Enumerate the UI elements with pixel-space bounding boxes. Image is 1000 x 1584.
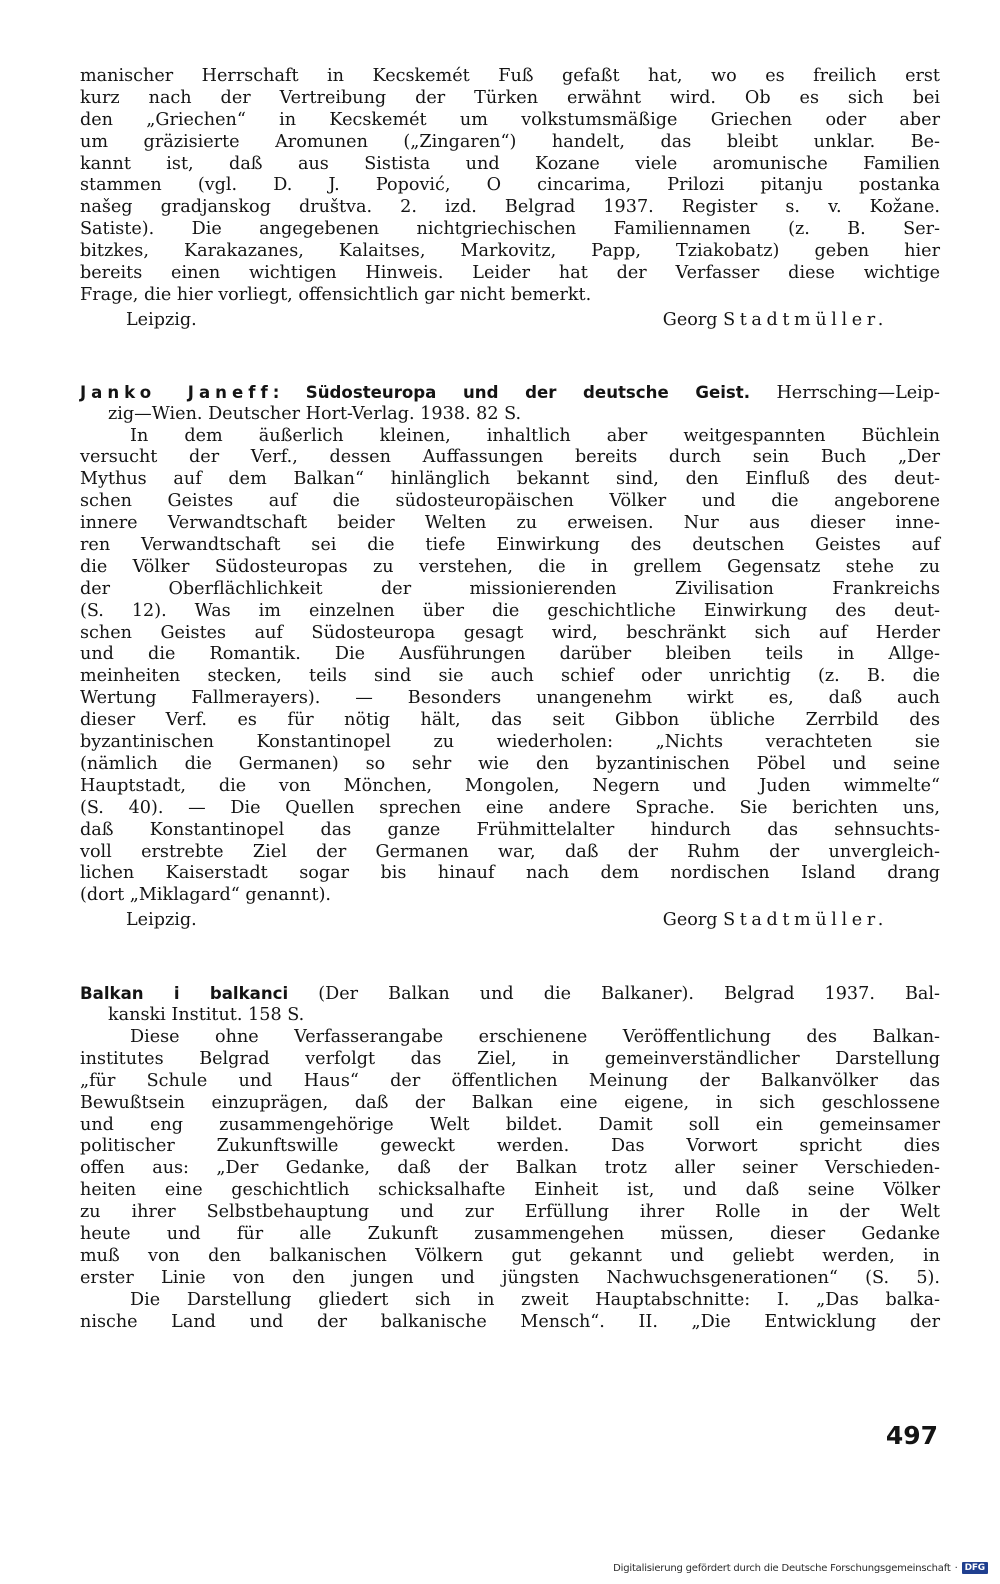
text-line: (dort „Miklagard“ genannt). <box>80 885 332 906</box>
text-line: institutes Belgrad verfolgt das Ziel, in gemeinverständlicher Darstellung <box>80 1048 940 1069</box>
text-line: voll erstrebte Ziel der Germanen war, daß der Ruhm der unvergleich- <box>80 841 940 862</box>
text-line: kannt ist, daß aus Sistista und Kozane viele aromunische Familien <box>80 153 940 174</box>
text-line: und die Romantik. Die Ausführungen darüber bleiben teils in Allge- <box>80 644 940 665</box>
text-line: daß Konstantinopel das ganze Frühmittelalter hindurch das sehnsuchts- <box>80 819 940 840</box>
text-line: Frage, die hier vorliegt, offensichtlich gar nicht bemerkt. <box>80 284 592 305</box>
reviewer-signature <box>80 309 940 331</box>
text-line: heiten eine geschichtlich schicksalhafte Einheit ist, und daß seine Völker <box>80 1180 940 1201</box>
signature-first-name: Georg <box>662 910 718 931</box>
text-line: die Völker Südosteuropas zu verstehen, die in grellem Gegensatz stehe zu <box>80 556 940 577</box>
text-line: dieser Verf. es für nötig hält, das seit Gibbon übliche Zerrbild des <box>80 710 940 731</box>
text-line: heute und für alle Zukunft zusammengehen müssen, dieser Gedanke <box>80 1223 940 1244</box>
text-line: Satiste). Die angegebenen nichtgriechischen Familiennamen (z. B. Ser- <box>80 219 940 240</box>
text-line: meinheiten stecken, teils sind sie auch schief oder unrichtig (z. B. die <box>80 666 940 687</box>
text-line: In dem äußerlich kleinen, inhaltlich aber weitgespannten Büchlein <box>130 425 940 446</box>
review-book-title: Südosteuropa und der deutsche Geist. <box>305 382 751 402</box>
review-text <box>80 1027 940 1333</box>
signature-name <box>663 309 940 331</box>
text-line: den „Griechen“ in Kecskemét um volkstumsmäßige Griechen oder aber <box>80 109 940 130</box>
text-line: Mythus auf dem Balkan“ hinlänglich bekannt sind, den Einfluß des deut- <box>80 469 940 490</box>
digitization-footer <box>613 1562 988 1574</box>
text-line: byzantinischen Konstantinopel zu wiederholen: „Nichts verachteten sie <box>80 732 940 753</box>
text-line: manischer Herrschaft in Kecskemét Fuß gefaßt hat, wo es freilich erst <box>80 66 940 86</box>
review-book-title: Balkan i balkanci <box>80 984 289 1004</box>
footer-credit: Digitalisierung gefördert durch die Deutsche Forschungsgemeinschaft <box>613 1562 951 1574</box>
review-heading <box>80 382 940 404</box>
text-line: lichen Kaiserstadt sogar bis hinauf nach dem nordischen Island drang <box>80 863 940 884</box>
text-line: kurz nach der Vertreibung der Türken erwähnt wird. Ob es sich bei <box>80 87 940 108</box>
review-balkan <box>80 983 940 1333</box>
review-imprint: (Der Balkan und die Balkaner). Belgrad 1937. Bal- <box>318 984 940 1005</box>
text-line: um gräzisierte Aromunen („Zingaren“) handelt, das bleibt unklar. Be- <box>80 131 940 152</box>
text-line: erster Linie von den jungen und jüngsten Nachwuchsgenerationen“ (S. 5). <box>80 1267 940 1288</box>
text-line: schen Geistes auf Südosteuropa gesagt wird, beschränkt sich auf Herder <box>80 622 940 643</box>
dfg-logo-icon: DFG <box>962 1562 988 1574</box>
review-janeff <box>80 382 940 931</box>
text-line: innere Verwandtschaft beider Welten zu erweisen. Nur aus dieser inne- <box>80 513 940 534</box>
text-line: stammen (vgl. D. J. Popović, O cincarima, Prilozi pitanju postanka <box>80 175 940 196</box>
signature-place: Leipzig. <box>126 309 197 330</box>
review-imprint-continued: kanski Institut. 158 S. <box>108 1005 305 1026</box>
text-line: versucht der Verf., dessen Auffassungen bereits durch sein Buch „Der <box>80 447 940 468</box>
text-line: (S. 40). — Die Quellen sprechen eine andere Sprache. Sie berichten uns, <box>80 797 940 818</box>
signature-first-name: Georg <box>662 309 718 330</box>
text-line: der Oberflächlichkeit der missionierenden Zivilisation Frankreichs <box>80 578 940 599</box>
text-line: Bewußtsein einzuprägen, daß der Balkan eine eigene, in sich geschlossene <box>80 1092 940 1113</box>
review-imprint: Herrsching—Leip- <box>776 382 941 403</box>
text-line: našeg gradjanskog društva. 2. izd. Belgrad 1937. Register s. v. Kožane. <box>80 197 940 218</box>
text-line: muß von den balkanischen Völkern gut gekannt und geliebt werden, in <box>80 1245 940 1266</box>
review-heading <box>80 983 940 1005</box>
signature-surname: Stadtmüller. <box>723 309 888 330</box>
text-line: (S. 12). Was im einzelnen über die geschichtliche Einwirkung des deut- <box>80 600 940 621</box>
text-line: bereits einen wichtigen Hinweis. Leider hat der Verfasser diese wichtige <box>80 263 940 284</box>
footer-separator: · <box>954 1562 958 1574</box>
heading-colon: : <box>272 382 280 402</box>
signature-surname: Stadtmüller. <box>723 910 888 931</box>
text-line: offen aus: „Der Gedanke, daß der Balkan trotz aller seiner Verschieden- <box>80 1158 940 1179</box>
reviewer-signature <box>80 909 940 931</box>
text-line: politischer Zukunftswille geweckt werden. Das Vorwort spricht dies <box>80 1136 940 1157</box>
review-imprint-continued: zig—Wien. Deutscher Hort-Verlag. 1938. 82 S. <box>108 403 522 424</box>
text-line: nische Land und der balkanische Mensch“. II. „Die Entwicklung der <box>80 1311 940 1332</box>
text-line: zu ihrer Selbstbehauptung und zur Erfüllung ihrer Rolle in der Welt <box>80 1202 940 1223</box>
page-number: 497 <box>885 1421 938 1450</box>
signature-name <box>663 909 940 931</box>
page-body <box>80 66 940 1333</box>
text-line: ren Verwandtschaft sei die tiefe Einwirkung des deutschen Geistes auf <box>80 535 940 556</box>
text-line: und eng zusammengehörige Welt bildet. Damit soll ein gemeinsamer <box>80 1114 940 1135</box>
text-line: schen Geistes auf die südosteuropäischen Völker und die angeborene <box>80 491 940 512</box>
continuation-paragraph <box>80 66 940 307</box>
text-line: (nämlich die Germanen) so sehr wie den byzantinischen Pöbel und seine <box>80 753 940 774</box>
text-line: „für Schule und Haus“ der öffentlichen Meinung der Balkanvölker das <box>80 1070 940 1091</box>
review-author: Janko Janeff <box>80 382 273 402</box>
text-line: Hauptstadt, die von Mönchen, Mongolen, Negern und Juden wimmelte“ <box>80 775 940 796</box>
text-line: Die Darstellung gliedert sich in zweit Hauptabschnitte: I. „Das balka- <box>130 1289 940 1310</box>
review-text <box>80 426 940 908</box>
text-line: bitzkes, Karakazanes, Kalaitses, Markovitz, Papp, Tziakobatz) geben hier <box>80 241 940 262</box>
text-line: Wertung Fallmerayers). — Besonders unangenehm wirkt es, daß auch <box>80 688 940 709</box>
signature-place: Leipzig. <box>126 910 197 931</box>
text-line: Diese ohne Verfasserangabe erschienene Veröffentlichung des Balkan- <box>130 1026 940 1047</box>
